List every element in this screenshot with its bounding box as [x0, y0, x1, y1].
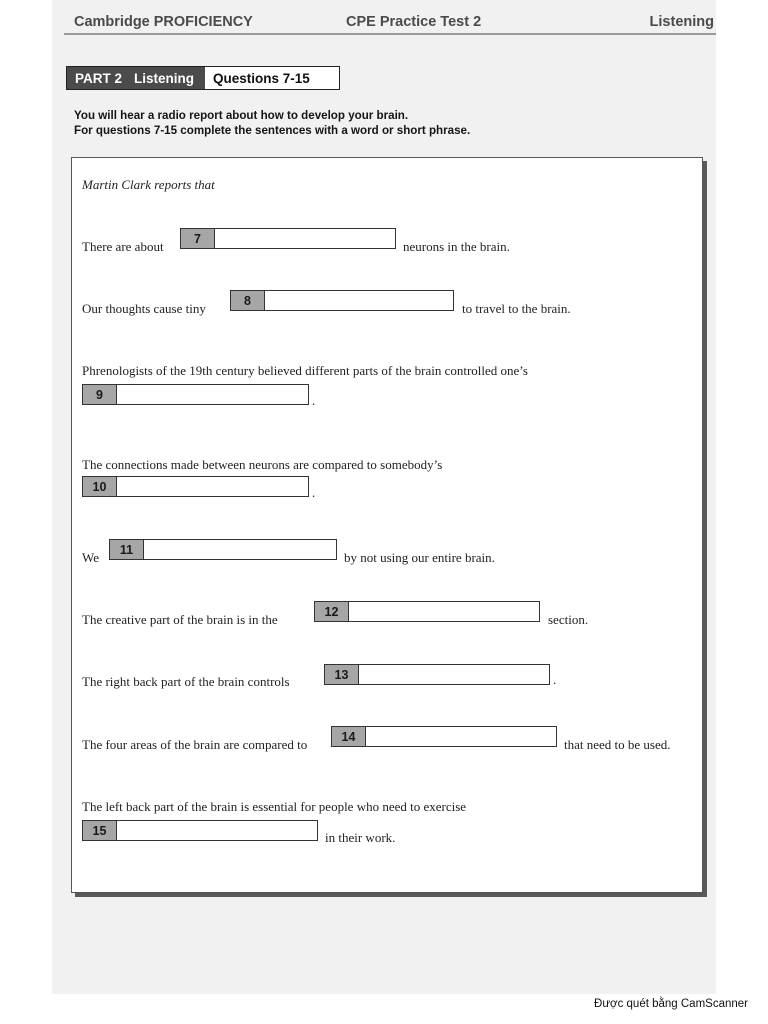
q11-text-before: We: [82, 550, 99, 565]
q12-number: 12: [315, 602, 349, 621]
q9-number: 9: [83, 385, 117, 404]
q12-answer-box[interactable]: [314, 601, 540, 622]
q10-text-after: .: [312, 485, 316, 500]
q13-answer-box[interactable]: [324, 664, 550, 685]
q14-text-after: that need to be used.: [564, 737, 671, 752]
header-section: Listening: [649, 14, 714, 30]
page-header: [74, 14, 714, 34]
q7-answer-field[interactable]: [215, 229, 395, 248]
q10-text-before: The connections made between neurons are compared to somebody’s: [82, 457, 443, 472]
q10-answer-field[interactable]: [117, 477, 308, 496]
lead-sentence: Martin Clark reports that: [82, 177, 215, 192]
q9-answer-box[interactable]: [82, 384, 309, 405]
q8-text-after: to travel to the brain.: [462, 301, 571, 316]
q13-text-before: The right back part of the brain controls: [82, 674, 290, 689]
q8-number: 8: [231, 291, 265, 310]
q7-text-before: There are about: [82, 239, 164, 254]
q10-number: 10: [83, 477, 117, 496]
header-test-name: CPE Practice Test 2: [346, 14, 482, 30]
q13-number: 13: [325, 665, 359, 684]
questions-range: Questions 7-15: [205, 67, 310, 89]
q8-text-before: Our thoughts cause tiny: [82, 301, 206, 316]
part-label-block: [67, 67, 205, 89]
scanner-watermark: Được quét bằng CamScanner: [594, 998, 748, 1010]
q12-answer-field[interactable]: [349, 602, 539, 621]
q7-text-after: neurons in the brain.: [403, 239, 510, 254]
q12-text-before: The creative part of the brain is in the: [82, 612, 278, 627]
q13-answer-field[interactable]: [359, 665, 549, 684]
q14-answer-field[interactable]: [366, 727, 556, 746]
q15-number: 15: [83, 821, 117, 840]
q11-number: 11: [110, 540, 144, 559]
q15-text-after: in their work.: [325, 830, 396, 845]
part-section: Listening: [134, 70, 195, 86]
q14-answer-box[interactable]: [331, 726, 557, 747]
q14-number: 14: [332, 727, 366, 746]
instructions: [74, 108, 470, 138]
q14-text-before: The four areas of the brain are compared to: [82, 737, 308, 752]
part-number: PART 2: [75, 70, 123, 86]
q7-number: 7: [181, 229, 215, 248]
q15-text-before: The left back part of the brain is essential for people who need to exercise: [82, 799, 467, 814]
q11-answer-box[interactable]: [109, 539, 337, 560]
q15-answer-box[interactable]: [82, 820, 318, 841]
q12-text-after: section.: [548, 612, 589, 627]
q10-answer-box[interactable]: [82, 476, 309, 497]
q8-answer-field[interactable]: [265, 291, 453, 310]
header-rule: [64, 33, 716, 35]
q13-text-after: .: [553, 672, 557, 687]
q15-answer-field[interactable]: [117, 821, 317, 840]
q9-answer-field[interactable]: [117, 385, 308, 404]
header-book-title: Cambridge PROFICIENCY: [74, 14, 253, 30]
q9-text-after: .: [312, 393, 316, 408]
q9-text-before: Phrenologists of the 19th century believed different parts of the brain controlled one’s: [82, 363, 528, 378]
q7-answer-box[interactable]: [180, 228, 396, 249]
part-heading: [66, 66, 340, 90]
q11-text-after: by not using our entire brain.: [344, 550, 495, 565]
question-box: [71, 157, 703, 893]
instruction-line-1: You will hear a radio report about how to develop your brain.: [74, 109, 409, 122]
q11-answer-field[interactable]: [144, 540, 336, 559]
q8-answer-box[interactable]: [230, 290, 454, 311]
instruction-line-2: For questions 7-15 complete the sentences with a word or short phrase.: [74, 124, 471, 137]
